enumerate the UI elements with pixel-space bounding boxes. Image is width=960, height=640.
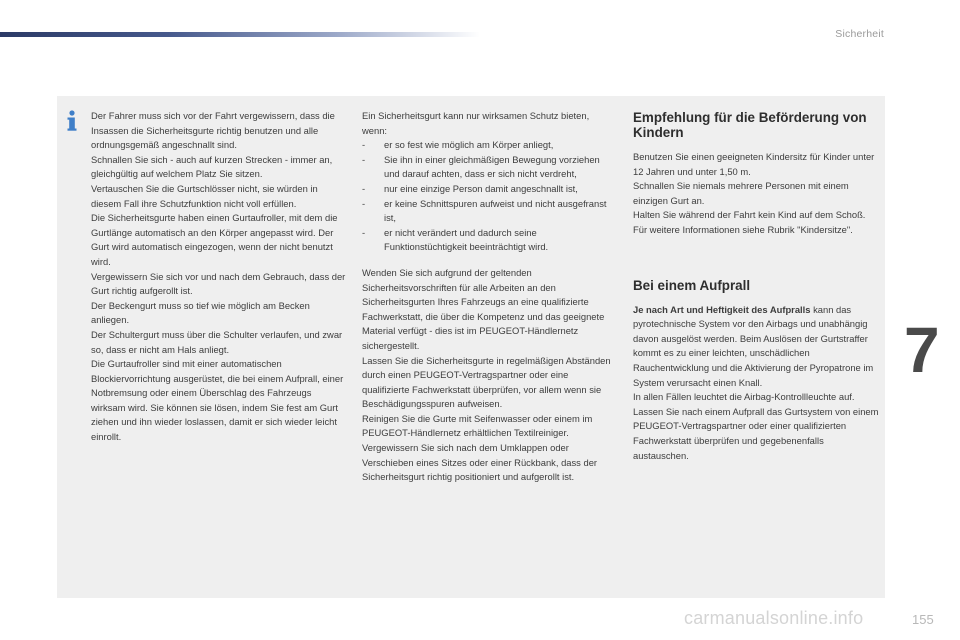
conditions-intro: Ein Sicherheitsgurt kann nur wirksamen Schutz bieten, wenn: <box>362 110 590 136</box>
maintenance-paragraph: Reinigen Sie die Gurte mit Seifenwasser oder einem im PEUGEOT-Händlernetz erhältlichen Textilreiniger. <box>362 412 593 439</box>
condition-item: - Sie ihn in einer gleichmäßigen Bewegung vorziehen und darauf achten, dass er sich nicht verdreht, <box>362 153 612 182</box>
seatbelt-guidelines-column <box>91 109 346 445</box>
page-number: 155 <box>912 612 934 627</box>
children-paragraph: Benutzen Sie einen geeigneten Kindersitz für Kinder unter 12 Jahren und unter 1,50 m. <box>633 151 875 177</box>
chapter-number: 7 <box>904 314 940 386</box>
impact-heading: Bei einem Aufprall <box>633 277 751 293</box>
section-title: Sicherheit <box>835 28 884 40</box>
impact-paragraph: Lassen Sie nach einem Aufprall das Gurtsystem von einem PEUGEOT-Vertragspartner oder einer qualifizierten Fachwerkstatt überprüfen und gegebenenfalls austauschen. <box>633 405 879 461</box>
impact-paragraph: In allen Fällen leuchtet die Airbag-Kontrollleuchte auf. <box>633 391 855 403</box>
maintenance-paragraph: Wenden Sie sich aufgrund der geltenden Sicherheitsvorschriften für alle Arbeiten an den Sicherheitsgurten Ihres Fahrzeugs an eine qualifizierte Fachwerkstatt, die über die Kompetenz und das geeignete Material verfügt - dies ist im PEUGEOT-Händlernetz sichergestellt. <box>362 266 605 351</box>
impact-lead: Je nach Art und Heftigkeit des Aufpralls <box>633 303 811 315</box>
guideline-paragraph: Schnallen Sie sich - auch auf kurzen Strecken - immer an, gleichgültig auf welchem Platz Sie sitzen. <box>91 153 333 180</box>
children-paragraph: Halten Sie während der Fahrt kein Kind auf dem Schoß. <box>633 209 866 221</box>
condition-item: - er keine Schnittspuren aufweist und nicht ausgefranst ist, <box>362 197 612 226</box>
impact-lead-rest: kann das pyrotechnische System vor den Airbags und unabhängig davon ausgelöst werden. Beim Auslösen der Gurtstraffer kommt es zu einer leichten, unschädlichen Rauchentwicklung und die Aktivierung der Pyropatrone im System verursacht einen Knall. <box>633 303 874 388</box>
watermark: carmanualsonline.info <box>684 608 864 628</box>
guideline-paragraph: Der Beckengurt muss so tief wie möglich am Becken anliegen. <box>91 299 310 326</box>
impact-paragraph <box>633 303 881 391</box>
guideline-paragraph: Vergewissern Sie sich vor und nach dem Gebrauch, dass der Gurt richtig aufgerollt ist. <box>91 270 346 297</box>
children-paragraph: Schnallen Sie niemals mehrere Personen mit einem einzigen Gurt an. <box>633 180 849 206</box>
condition-item: - er nicht verändert und dadurch seine Funktionstüchtigkeit beeinträchtigt wird. <box>362 226 612 255</box>
children-paragraph: Für weitere Informationen siehe Rubrik "Kindersitze". <box>633 223 853 235</box>
guideline-paragraph: Die Gurtaufroller sind mit einer automatischen Blockiervorrichtung ausgerüstet, die bei einem Aufprall, einer Notbremsung oder einem Überschlag des Fahrzeugs wirksam wird. Sie können sie lösen, indem Sie fest am Gurt ziehen und ihn wieder loslassen, damit er sich wieder leicht einrollt. <box>91 358 344 443</box>
maintenance-paragraph: Lassen Sie die Sicherheitsgurte in regelmäßigen Abständen durch einen PEUGEOT-Vertragspartner oder eine qualifizierte Fachwerkstatt überprüfen, vor allem wenn sie Beschädigungsspuren aufweisen. <box>362 354 611 410</box>
children-heading: Empfehlung für die Beförderung von Kindern <box>633 110 867 140</box>
info-icon <box>64 110 80 132</box>
condition-item: - er so fest wie möglich am Körper anliegt, <box>362 138 612 153</box>
seatbelt-conditions-column <box>362 109 612 485</box>
children-and-impact-column <box>633 110 881 463</box>
guideline-paragraph: Die Sicherheitsgurte haben einen Gurtaufroller, mit dem die Gurtlänge automatisch an den Körper angepasst wird. Der Gurt wird automatisch eingezogen, wenn der nicht benutzt wird. <box>91 212 338 267</box>
guideline-paragraph: Vertauschen Sie die Gurtschlösser nicht, sie würden in diesem Fall ihre Schutzfunktion nicht voll erfüllen. <box>91 182 318 209</box>
condition-item: - nur eine einzige Person damit angeschnallt ist, <box>362 182 612 197</box>
guideline-paragraph: Der Schultergurt muss über die Schulter verlaufen, und zwar so, dass er nicht am Hals anliegt. <box>91 328 343 355</box>
header-accent-bar <box>0 32 480 37</box>
maintenance-paragraph: Vergewissern Sie sich nach dem Umklappen oder Verschieben eines Sitzes oder einer Rückbank, dass der Sicherheitsgurt richtig positioniert und aufgerollt ist. <box>362 442 598 483</box>
guideline-paragraph: Der Fahrer muss sich vor der Fahrt vergewissern, dass die Insassen die Sicherheitsgurte richtig benutzen und alle ordnungsgemäß angeschnallt sind. <box>91 110 335 151</box>
conditions-list <box>362 138 612 255</box>
